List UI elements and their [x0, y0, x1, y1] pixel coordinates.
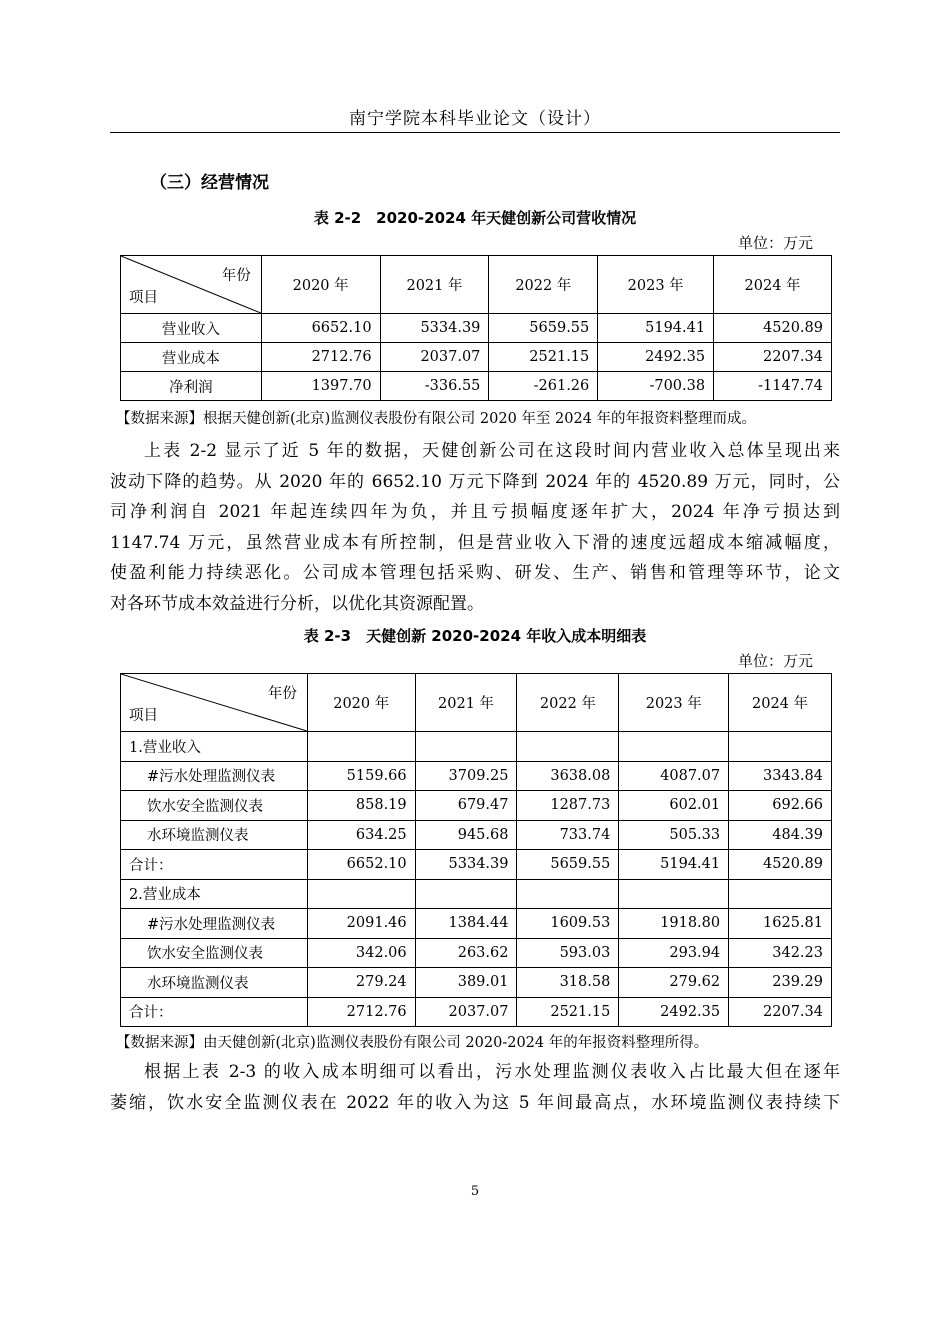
table-row	[121, 850, 832, 880]
header-rule	[110, 132, 840, 133]
table-cell: 5659.55	[517, 850, 619, 880]
table-cell: 2712.76	[261, 343, 380, 372]
body-paragraph-2	[110, 1057, 840, 1118]
table-cell: 1287.73	[517, 791, 619, 821]
table1-caption: 表 2-2 2020-2024 年天健创新公司营收情况	[313, 209, 637, 227]
table-cell: 5334.39	[380, 314, 489, 343]
table-cell: -1147.74	[714, 372, 832, 401]
table-row	[121, 938, 832, 968]
table-row	[121, 968, 832, 998]
table-row	[121, 372, 832, 401]
table1-year-header: 2024 年	[714, 256, 832, 314]
table1-year-header: 2023 年	[598, 256, 714, 314]
table-cell: 679.47	[415, 791, 517, 821]
table2-unit: 单位：万元	[738, 652, 814, 670]
table-cell: 3709.25	[415, 761, 517, 791]
table-cell: 3638.08	[517, 761, 619, 791]
body-paragraph-1	[110, 436, 840, 619]
row-label: 1.营业收入	[121, 732, 308, 762]
row-label: 饮水安全监测仪表	[121, 791, 308, 821]
table2-corner-item: 项目	[129, 708, 158, 724]
table-cell: 1625.81	[729, 909, 832, 939]
table-cell: -261.26	[489, 372, 598, 401]
running-header: 南宁学院本科毕业论文（设计）	[349, 109, 601, 129]
table2-header-row	[121, 674, 832, 732]
table-row	[121, 909, 832, 939]
table-cell	[415, 879, 517, 909]
table-cell	[517, 732, 619, 762]
table-cell: 5334.39	[415, 850, 517, 880]
table-cell: 1384.44	[415, 909, 517, 939]
table-cell: 4520.89	[729, 850, 832, 880]
paragraph-line: 1147.74 万元，虽然营业成本有所控制，但是营业收入下滑的速度远超成本缩减幅度，	[110, 532, 840, 553]
table-cell: 2037.07	[380, 343, 489, 372]
table-cell	[415, 732, 517, 762]
paragraph-line: 根据上表 2-3 的收入成本明细可以看出，污水处理监测仪表收入占比最大但在逐年	[144, 1062, 840, 1082]
table2-revenue-cost-detail	[120, 673, 832, 1027]
table1-corner-item: 项目	[129, 290, 158, 306]
row-label: 营业成本	[121, 343, 262, 372]
table2-year-header: 2020 年	[307, 674, 415, 732]
table-cell: 318.58	[517, 968, 619, 998]
table-cell: 2712.76	[307, 997, 415, 1027]
table1-year-header: 2020 年	[261, 256, 380, 314]
table-cell: 2207.34	[729, 997, 832, 1027]
table1-year-header: 2022 年	[489, 256, 598, 314]
table-cell: 1397.70	[261, 372, 380, 401]
table-cell: 5159.66	[307, 761, 415, 791]
table-cell: 858.19	[307, 791, 415, 821]
table-cell	[729, 732, 832, 762]
table1-revenue	[120, 255, 832, 401]
table-cell: 6652.10	[307, 850, 415, 880]
table2-year-header: 2022 年	[517, 674, 619, 732]
table-cell: 2037.07	[415, 997, 517, 1027]
table-cell	[619, 732, 729, 762]
section-title: （三）经营情况	[150, 173, 269, 193]
table-cell: 4087.07	[619, 761, 729, 791]
table1-unit: 单位：万元	[738, 234, 814, 252]
row-label: 合计：	[121, 850, 308, 880]
table1-year-header: 2021 年	[380, 256, 489, 314]
table-cell: 634.25	[307, 820, 415, 850]
table-row	[121, 314, 832, 343]
table-cell: 593.03	[517, 938, 619, 968]
table1-corner-year: 年份	[221, 268, 251, 284]
table2-caption: 表 2-3 天健创新 2020-2024 年收入成本明细表	[303, 627, 647, 645]
table-cell: 2207.34	[714, 343, 832, 372]
table-cell: 945.68	[415, 820, 517, 850]
table2-year-header: 2024 年	[729, 674, 832, 732]
row-label: 饮水安全监测仪表	[121, 938, 308, 968]
row-label: 水环境监测仪表	[121, 820, 308, 850]
table-cell: 4520.89	[714, 314, 832, 343]
table1-header-row	[121, 256, 832, 314]
table-cell: 733.74	[517, 820, 619, 850]
row-label: 营业收入	[121, 314, 262, 343]
paragraph-line: 上表 2-2 显示了近 5 年的数据，天健创新公司在这段时间内营业收入总体呈现出来	[144, 441, 840, 461]
table-cell: 1918.80	[619, 909, 729, 939]
table-row	[121, 343, 832, 372]
paragraph-line: 司净利润自 2021 年起连续四年为负，并且亏损幅度逐年扩大，2024 年净亏损达到	[110, 502, 840, 522]
table-cell: -336.55	[380, 372, 489, 401]
row-label: #污水处理监测仪表	[121, 761, 308, 791]
table-cell: 6652.10	[261, 314, 380, 343]
table-cell: 2492.35	[598, 343, 714, 372]
table-cell	[619, 879, 729, 909]
table2-corner-cell	[121, 674, 308, 732]
row-label: 合计：	[121, 997, 308, 1027]
table-cell: 389.01	[415, 968, 517, 998]
table-cell: 484.39	[729, 820, 832, 850]
table-cell: 3343.84	[729, 761, 832, 791]
table-cell: 2521.15	[489, 343, 598, 372]
table-row	[121, 879, 832, 909]
table-cell: -700.38	[598, 372, 714, 401]
table2-year-header: 2021 年	[415, 674, 517, 732]
row-label: 2.营业成本	[121, 879, 308, 909]
table-cell	[729, 879, 832, 909]
table-cell: 239.29	[729, 968, 832, 998]
table-cell: 5194.41	[598, 314, 714, 343]
page-number: 5	[470, 1184, 480, 1199]
table-cell: 1609.53	[517, 909, 619, 939]
row-label: 净利润	[121, 372, 262, 401]
table-cell: 692.66	[729, 791, 832, 821]
table-row	[121, 732, 832, 762]
table-row	[121, 791, 832, 821]
table-cell: 2521.15	[517, 997, 619, 1027]
table-row	[121, 820, 832, 850]
table-row	[121, 997, 832, 1027]
paragraph-line: 波动下降的趋势。从 2020 年的 6652.10 万元下降到 2024 年的 4520.89 万元，同时，公	[110, 471, 840, 492]
table-cell: 602.01	[619, 791, 729, 821]
table-cell: 293.94	[619, 938, 729, 968]
table-cell: 2492.35	[619, 997, 729, 1027]
table-cell: 2091.46	[307, 909, 415, 939]
table2-year-header: 2023 年	[619, 674, 729, 732]
table-cell: 5194.41	[619, 850, 729, 880]
table2-source-note: 【数据来源】由天健创新(北京)监测仪表股份有限公司 2020-2024 年的年报资料整理所得。	[116, 1035, 709, 1051]
table-cell: 5659.55	[489, 314, 598, 343]
table-cell: 263.62	[415, 938, 517, 968]
table2-corner-year: 年份	[267, 686, 297, 702]
table-cell	[307, 879, 415, 909]
table-cell	[517, 879, 619, 909]
table-cell: 342.23	[729, 938, 832, 968]
paragraph-line: 使盈利能力持续恶化。公司成本管理包括采购、研发、生产、销售和管理等环节，论文	[110, 563, 840, 583]
table1-source-note: 【数据来源】根据天健创新(北京)监测仪表股份有限公司 2020 年至 2024 年的年报资料整理而成。	[116, 411, 757, 427]
row-label: 水环境监测仪表	[121, 968, 308, 998]
row-label: #污水处理监测仪表	[121, 909, 308, 939]
table-cell: 279.24	[307, 968, 415, 998]
table-cell: 279.62	[619, 968, 729, 998]
paragraph-line: 萎缩，饮水安全监测仪表在 2022 年的收入为这 5 年间最高点，水环境监测仪表持续下	[110, 1092, 840, 1113]
paragraph-line: 对各环节成本效益进行分析，以优化其资源配置。	[110, 593, 484, 614]
table-cell: 505.33	[619, 820, 729, 850]
table-row	[121, 761, 832, 791]
table-cell	[307, 732, 415, 762]
table1-corner-cell	[121, 256, 262, 314]
table-cell: 342.06	[307, 938, 415, 968]
